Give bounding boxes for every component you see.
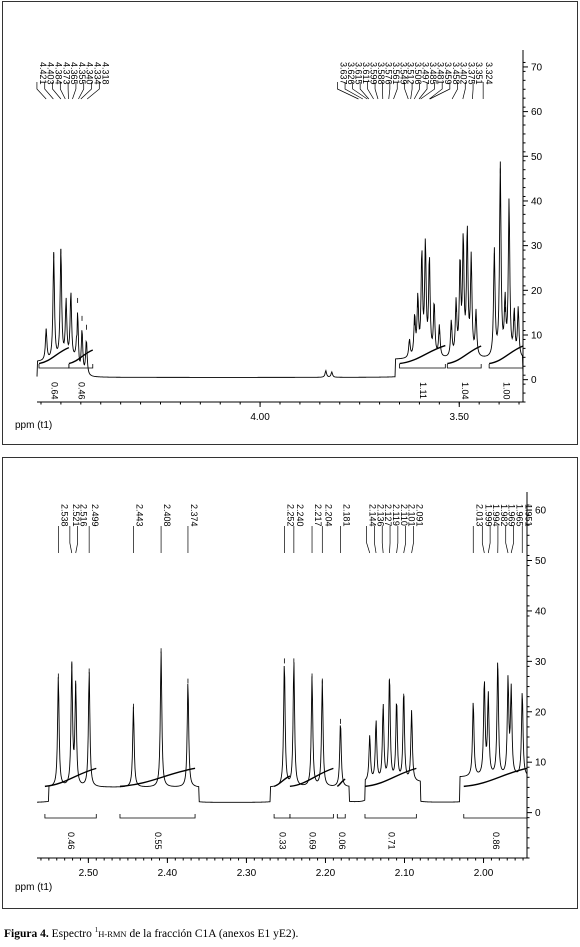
y-tick-label: 70	[531, 62, 543, 74]
peak-label: 3.458	[450, 62, 461, 85]
integral-value: 0.55	[153, 832, 164, 850]
peak-label-leader	[375, 82, 378, 99]
peak-label-leader	[411, 82, 412, 99]
peak-label: 3.402	[458, 62, 469, 85]
peak-label: 2.110	[398, 504, 409, 526]
peak-label: 3.588	[376, 62, 387, 85]
caption-label: Figura 4.	[4, 927, 49, 940]
x-tick-label: 4.00	[250, 412, 270, 423]
y-tick-label: 30	[535, 656, 547, 668]
peak-label: 2.136	[375, 504, 386, 527]
integral-bracket	[45, 814, 96, 818]
peak-label: 2.091	[414, 504, 425, 527]
spectrum-panel-bottom	[2, 457, 578, 909]
nmr-spectrum-bottom	[3, 458, 577, 908]
y-tick-label: 40	[531, 196, 543, 208]
integral-curve	[274, 776, 290, 786]
integral-curve	[464, 768, 527, 786]
integral-value: 1.00	[501, 382, 512, 400]
peak-label: 4.334	[92, 62, 103, 85]
peak-label: 1.999	[483, 504, 494, 527]
peak-label: 4.355	[76, 62, 87, 85]
peak-label: 2.521	[70, 504, 81, 527]
peak-label: 2.204	[323, 504, 334, 527]
peak-label: 3.512	[405, 62, 416, 85]
peak-label: 3.637	[338, 62, 349, 85]
peak-label: 3.485	[428, 62, 439, 85]
peak-label: 2.240	[294, 504, 305, 527]
peak-label: 3.375	[466, 62, 477, 85]
peak-label: 2.499	[90, 504, 101, 527]
peak-label-leader	[419, 82, 427, 99]
peak-label: 2.516	[78, 504, 89, 527]
peak-label: 2.443	[134, 504, 145, 527]
integral-bracket	[464, 814, 527, 818]
peak-label: 1.951	[523, 504, 534, 527]
peak-label: 3.506	[413, 62, 424, 85]
peak-label: 3.549	[398, 62, 409, 85]
x-axis-title: ppm (t1)	[15, 882, 53, 893]
spectrum-panel-top	[2, 1, 578, 445]
peak-label: 3.459	[443, 62, 454, 85]
peak-label: 4.318	[100, 62, 111, 85]
peak-label-leader	[70, 526, 72, 553]
peak-label-leader	[389, 82, 390, 99]
spectrum-trace	[37, 651, 527, 802]
spectrum-trace	[37, 162, 523, 378]
peak-label: 1.969	[506, 504, 517, 527]
peak-label-leader	[488, 526, 490, 553]
integral-curve	[39, 348, 69, 364]
integral-value: 1.04	[459, 382, 470, 400]
peak-label: 2.181	[341, 504, 352, 527]
integral-bracket	[39, 364, 69, 368]
peak-label: 1.965	[514, 504, 525, 527]
peak-label-leader	[367, 526, 370, 553]
integral-value: 0.06	[336, 832, 347, 850]
x-axis-title: ppm (t1)	[15, 420, 53, 431]
integral-bracket	[447, 364, 481, 368]
integral-bracket	[489, 364, 523, 368]
integral-value: 1.11	[418, 382, 429, 399]
figure-caption	[4, 926, 298, 940]
peak-label-leader	[389, 526, 390, 553]
integral-bracket	[400, 364, 446, 368]
peak-label: 3.626	[346, 62, 357, 85]
x-tick-label: 2.50	[78, 868, 99, 879]
peak-label: 4.340	[84, 62, 95, 85]
peak-label: 2.538	[59, 504, 70, 527]
peak-label: 2.217	[313, 504, 324, 527]
peak-label: 2.374	[188, 504, 199, 527]
integral-value: 0.71	[386, 832, 397, 850]
y-tick-label: 50	[535, 556, 547, 568]
peak-label: 3.481	[435, 62, 446, 85]
x-tick-label: 2.30	[236, 868, 257, 879]
integral-bracket	[337, 814, 345, 818]
peak-label: 2.013	[474, 504, 485, 527]
peak-label: 3.351	[474, 62, 485, 85]
peak-label: 4.384	[53, 62, 64, 85]
peak-label: 2.127	[383, 504, 394, 527]
peak-label: 3.599	[368, 62, 379, 85]
peak-label: 2.101	[406, 504, 417, 527]
peak-label-leader	[482, 526, 484, 553]
y-tick-label: 60	[535, 505, 547, 517]
peak-label-leader	[72, 82, 75, 99]
peak-label-leader	[472, 82, 473, 99]
caption-text: Espectro	[48, 927, 95, 940]
peak-label: 3.615	[353, 62, 364, 85]
peak-label: 4.373	[61, 62, 72, 85]
peak-label-leader	[45, 82, 54, 99]
peak-label-leader	[511, 526, 513, 553]
peak-label-leader	[506, 526, 508, 553]
y-tick-label: 20	[535, 707, 547, 719]
y-tick-label: 60	[531, 107, 543, 119]
x-tick-label: 3.50	[449, 412, 469, 423]
integral-curve	[489, 346, 523, 364]
y-tick-label: 10	[535, 757, 547, 769]
peak-label-leader	[394, 82, 398, 99]
caption-superscript: 1	[94, 926, 99, 934]
peak-label-leader	[452, 82, 457, 99]
peak-label: 4.365	[69, 62, 80, 85]
y-tick-label: 40	[535, 606, 547, 618]
integral-bracket	[290, 814, 333, 818]
peak-label-leader	[405, 82, 409, 99]
peak-label: 4.403	[45, 62, 56, 85]
peak-label: 4.421	[37, 62, 48, 85]
peak-label: 3.576	[383, 62, 394, 85]
integral-curve	[365, 768, 416, 786]
integral-value: 0.46	[66, 832, 77, 850]
peak-label-leader	[60, 82, 65, 99]
peak-label-leader	[87, 82, 99, 99]
y-tick-label: 0	[535, 808, 541, 820]
peak-label: 2.408	[162, 504, 173, 527]
peak-label-leader	[53, 82, 61, 99]
integral-value: 0.33	[277, 832, 288, 850]
peak-label: 3.324	[484, 62, 495, 85]
peak-label-leader	[382, 526, 383, 553]
integral-value: 0.69	[307, 832, 318, 850]
peak-label-leader	[368, 82, 374, 99]
caption-text-end: de la fracción C1A (anexos E1 yE2).	[126, 927, 299, 940]
peak-label-leader	[429, 82, 442, 99]
peak-label-leader	[374, 526, 376, 553]
integral-bracket	[69, 364, 93, 368]
peak-label-leader	[397, 526, 398, 553]
peak-label: 2.144	[367, 504, 378, 527]
integral-curve	[45, 768, 96, 786]
peak-label-leader	[78, 82, 83, 99]
integral-value: 0.64	[49, 382, 60, 400]
peak-label-leader	[414, 82, 419, 99]
x-tick-label: 2.20	[315, 868, 336, 879]
y-tick-label: 20	[531, 285, 543, 297]
peak-label-leader	[412, 526, 414, 553]
integral-value: 0.46	[76, 382, 87, 400]
integral-value: 0.86	[491, 832, 502, 850]
peak-label: 2.252	[285, 504, 296, 527]
x-tick-label: 2.00	[473, 868, 494, 879]
caption-nucleus: H-RMN	[98, 928, 127, 939]
peak-label: 3.611	[361, 62, 372, 84]
x-tick-label: 2.10	[394, 868, 415, 879]
peak-label-leader	[76, 526, 78, 553]
integral-bracket	[365, 814, 416, 818]
integral-bracket	[274, 814, 290, 818]
peak-label-leader	[463, 82, 465, 99]
x-tick-label: 2.40	[157, 868, 178, 879]
integral-curve	[447, 346, 481, 364]
y-tick-label: 30	[531, 241, 543, 253]
peak-label: 1.982	[498, 504, 509, 527]
nmr-spectrum-top	[3, 2, 577, 444]
peak-label: 1.994	[491, 504, 502, 527]
peak-label: 2.119	[391, 504, 402, 526]
peak-label-leader	[404, 526, 406, 553]
y-tick-label: 10	[531, 330, 543, 342]
integral-bracket	[120, 814, 195, 818]
y-tick-label: 50	[531, 151, 543, 163]
y-tick-label: 0	[531, 375, 537, 387]
peak-label: 3.497	[420, 62, 431, 85]
integral-curve	[400, 346, 446, 364]
peak-label: 3.561	[390, 62, 401, 85]
